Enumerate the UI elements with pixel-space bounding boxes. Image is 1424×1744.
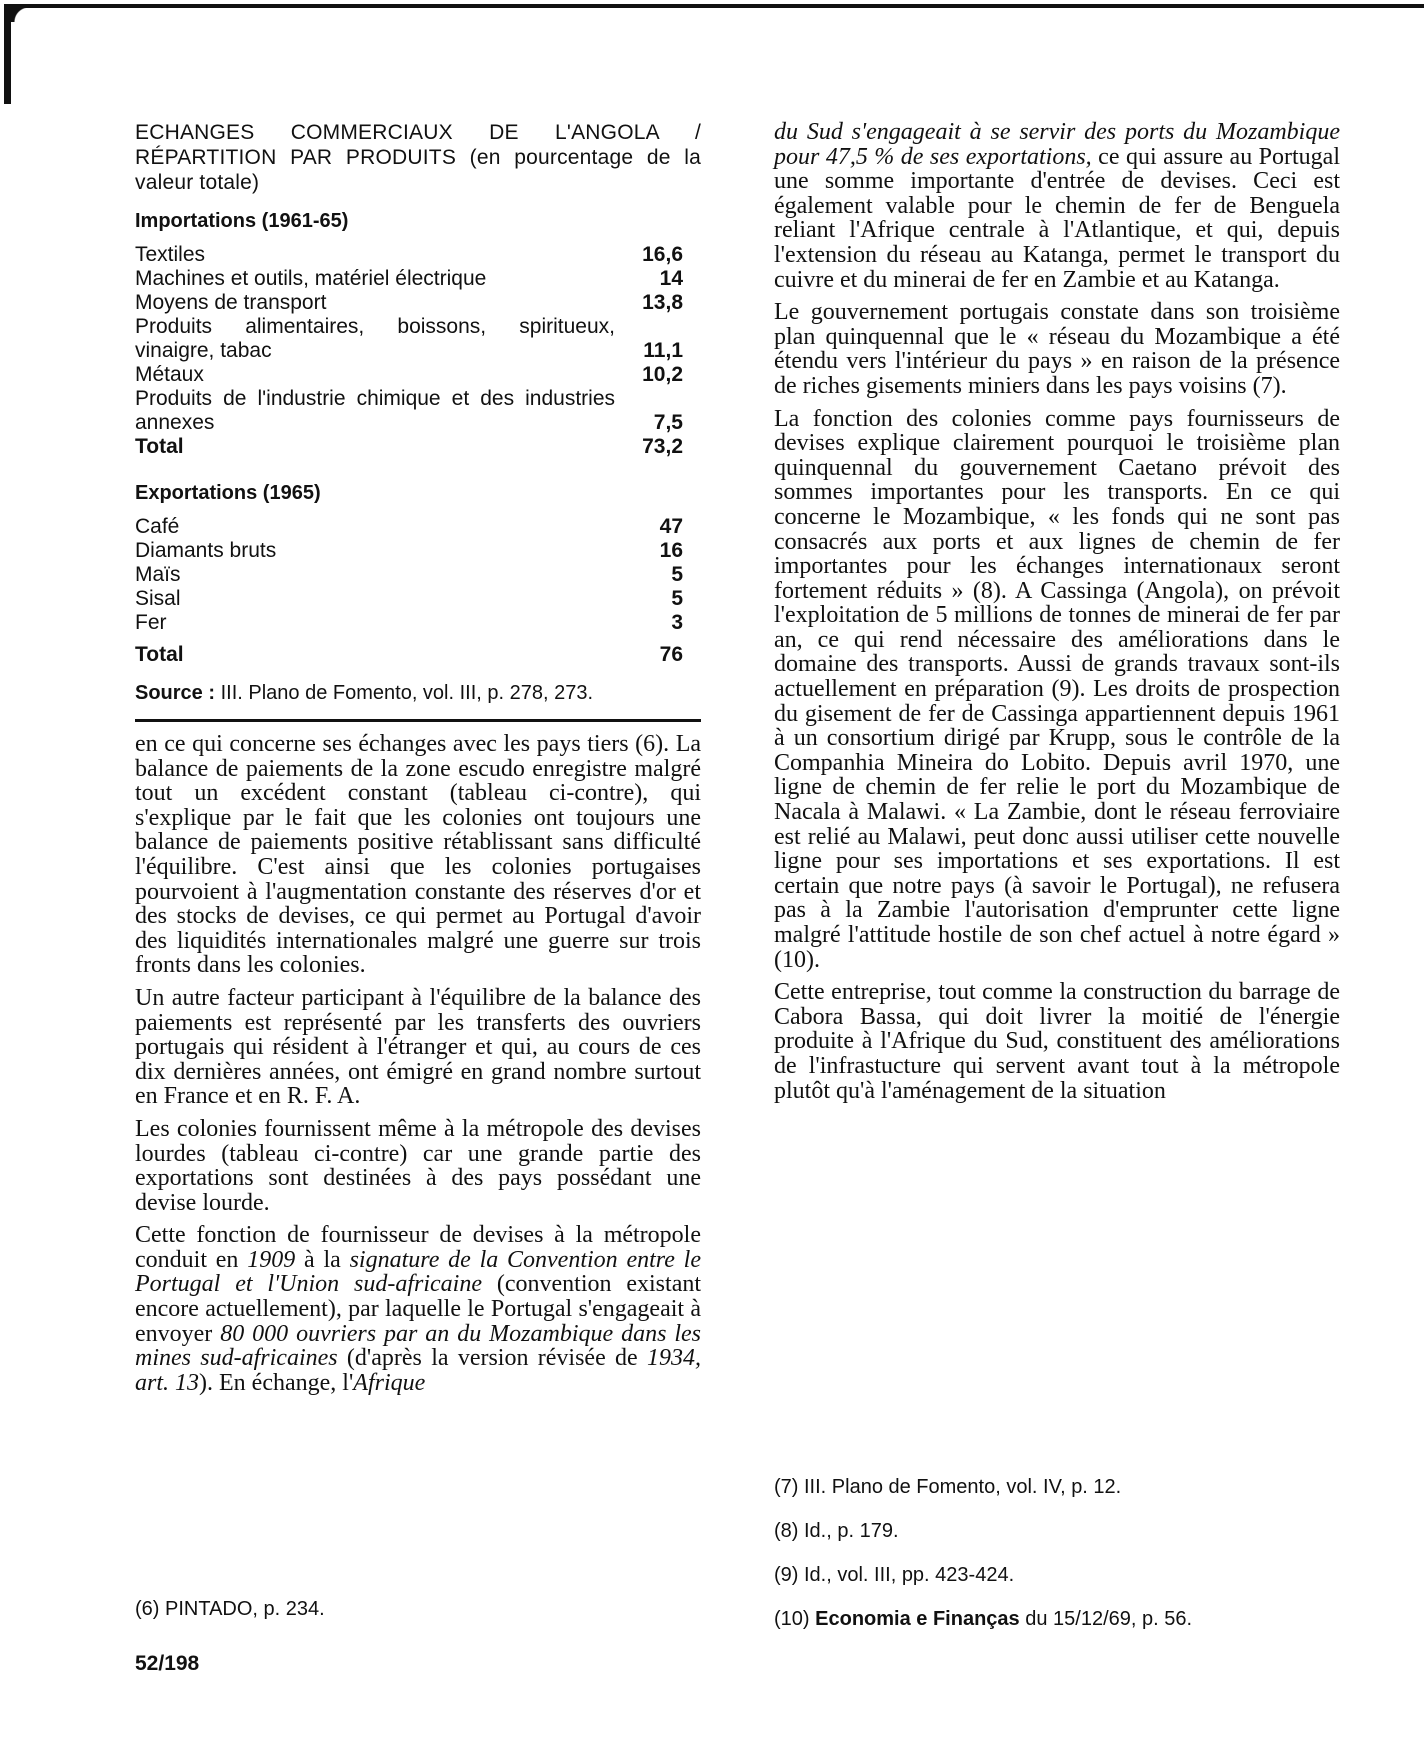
source-text: III. Plano de Fomento, vol. III, p. 278, 273. [220, 682, 594, 704]
footnote-title: Economia e Finanças [815, 1608, 1020, 1630]
total-label: Total [135, 435, 184, 458]
italic-run: signature de la Convention entre le Portugal et l'Union sud-africaine [135, 1246, 701, 1298]
footnote-text: du 15/12/69, p. 56. [1025, 1608, 1193, 1630]
row-value: 5 [671, 563, 683, 586]
table-row [135, 267, 701, 291]
table-row [135, 363, 701, 387]
table-title-line1: ECHANGES COMMERCIAUX DE L'ANGOLA / [135, 121, 701, 144]
table-row [135, 587, 701, 611]
footnotes-right [774, 1475, 1192, 1651]
footnote-10 [774, 1607, 1192, 1631]
row-label: Diamants bruts [135, 539, 277, 562]
section-divider [135, 719, 701, 722]
row-label: Métaux [135, 363, 204, 386]
table-row [135, 291, 701, 315]
italic-run: du Sud s'engageait à se servir des ports du Mozambique pour 47,5 % de ses exportations, [774, 119, 1340, 170]
text-run: à la [295, 1246, 350, 1273]
row-label: Machines et outils, matériel électrique [135, 267, 487, 290]
text-run: ). En échange, l' [199, 1369, 354, 1396]
total-value: 76 [659, 643, 683, 666]
imports-heading: Importations (1961-65) [135, 210, 349, 232]
row-value: 16 [659, 539, 683, 562]
table-row [135, 539, 701, 563]
trade-table [135, 120, 701, 705]
paragraph: Les colonies fournissent même à la métropole des devises lourdes (tableau ci-contre) car une grande partie des exportations sont destinées à des pays possédant une devise lourde. [135, 1115, 701, 1216]
table-row [135, 611, 701, 635]
source-label: Source : [135, 682, 216, 704]
footnote-8: (8) Id., p. 179. [774, 1520, 899, 1542]
row-value: 16,6 [642, 243, 683, 266]
table-title-rest: RÉPARTITION PAR PRODUITS (en pourcentage de la valeur totale) [135, 146, 701, 194]
footnote-7: (7) III. Plano de Fomento, vol. IV, p. 12. [774, 1476, 1122, 1498]
paragraph [135, 1223, 701, 1395]
left-column [135, 120, 701, 1403]
page-number: 52/198 [135, 1652, 200, 1675]
total-label: Total [135, 643, 184, 666]
left-body [135, 732, 701, 1395]
text-run: (convention existant encore actuellement), par laquelle le Portugal s'engageait à envoyer [135, 1271, 702, 1347]
exports-total-row [135, 643, 701, 667]
italic-run: 1909 [247, 1246, 296, 1273]
row-label: Produits alimentaires, boissons, spiritueux, vinaigre, tabac [135, 315, 615, 362]
footnote-6: (6) PINTADO, p. 234. [135, 1598, 325, 1620]
table-row [135, 315, 701, 363]
italic-run: 1934, art. 13 [135, 1345, 701, 1396]
paragraph [774, 120, 1340, 292]
imports-total-row [135, 435, 701, 459]
row-label: Fer [135, 611, 167, 634]
row-label: Textiles [135, 243, 206, 266]
row-value: 13,8 [642, 291, 683, 314]
row-value: 3 [671, 611, 683, 634]
text-run: (d'après la version révisée de [337, 1345, 647, 1372]
footnote-number: (10) [774, 1608, 810, 1630]
row-value: 5 [671, 587, 683, 610]
page-border-top [4, 4, 1424, 8]
row-value: 10,2 [642, 363, 683, 386]
row-label: Sisal [135, 587, 181, 610]
row-label: Moyens de transport [135, 291, 327, 314]
table-row [135, 515, 701, 539]
imports-rows [135, 243, 701, 459]
row-value: 7,5 [653, 411, 683, 434]
footnote-9: (9) Id., vol. III, pp. 423-424. [774, 1564, 1015, 1586]
page-border-left [4, 4, 11, 104]
paragraph: Le gouvernement portugais constate dans son troisième plan quinquennal que le « réseau du Mozambique a été étendu vers l'intérieur du pays » en raison de la présence de riches gisements miniers dans les pays voisins (7). [774, 299, 1340, 399]
right-column [774, 120, 1340, 1111]
exports-heading: Exportations (1965) [135, 482, 321, 504]
text-run: Cette fonction de fournisseur de devises à la métropole conduit en [135, 1222, 701, 1273]
italic-run: 80 000 ouvriers par an du Mozambique dans les mines sud-africaines [135, 1320, 701, 1372]
row-label: Maïs [135, 563, 181, 586]
text-run: ce qui assure au Portugal une somme importante d'entrée de devises. Ceci est également valable pour le chemin de fer de Benguela reliant l'Afrique centrale à l'Atlantique, et qui, depuis l'extension du réseau au Katanga, permet le transport du cuivre et du minerai de fer en Zambie et au Katanga. [774, 143, 1340, 293]
row-value: 14 [659, 267, 683, 290]
italic-run: Afrique [353, 1369, 426, 1396]
table-source [135, 681, 701, 705]
total-value: 73,2 [642, 435, 683, 458]
row-label: Café [135, 515, 180, 538]
table-row [135, 387, 701, 435]
row-value: 47 [659, 515, 683, 538]
table-title [135, 120, 701, 195]
paragraph: en ce qui concerne ses échanges avec les pays tiers (6). La balance de paiements de la zone escudo enregistre malgré tout un excédent constant (tableau ci-contre), qui s'explique par le fait que les colonies ont toujours une balance de paiements positive rétablissant sans difficulté l'équilibre. C'est ainsi que les colonies portugaises pourvoient à l'augmentation constante des réserves d'or et des stocks de devises, ce qui permet au Portugal d'avoir des liquidités internationales malgré une guerre sur trois fronts dans les colonies. [135, 731, 701, 979]
paragraph: Cette entreprise, tout comme la construction du barrage de Cabora Bassa, qui doit livrer la moitié de l'énergie produite à l'Afrique du Sud, constituent des améliorations de l'infrastucture qui servent avant tout à la métropole plutôt qu'à l'aménagement de la situation [774, 979, 1340, 1104]
row-value: 11,1 [643, 339, 683, 362]
row-label: Produits de l'industrie chimique et des industries annexes [135, 387, 615, 434]
paragraph: Un autre facteur participant à l'équilibre de la balance des paiements est représenté par les transferts des ouvriers portugais qui résident à l'étranger et qui, au cours de ces dix dernières années, ont émigré en grand nombre surtout en France et en R. F. A. [135, 984, 701, 1110]
table-row [135, 243, 701, 267]
paragraph: La fonction des colonies comme pays fournisseurs de devises explique clairement pourquoi le troisième plan quinquennal du gouvernement Caetano prévoit des sommes importantes pour les transports. En ce qui concerne le Mozambique, « les fonds qui ne sont pas consacrés aux ports et aux lignes de chemin de fer importantes pour les échanges internationaux seront fortement réduits » (8). A Cassinga (Angola), on prévoit l'exploitation de 5 millions de tonnes de minerai de fer par an, ce qui rend nécessaire des améliorations dans le domaine des transports. Aussi de grands travaux sont-ils actuellement en préparation (9). Les droits de prospection du gisement de fer de Cassinga appartiennent depuis 1961 à un consortium dirigé par Krupp, sous le contrôle de la Companhia Mineira do Lobito. Depuis avril 1970, une ligne de chemin de fer relie le port du Mozambique de Nacala à Malawi. « La Zambie, dont le réseau ferroviaire est relié au Malawi, peut donc aussi utiliser cette nouvelle ligne pour ses importations et ses exportations. Il est certain que notre pays (à savoir le Portugal), ne refusera pas à la Zambie l'autorisation d'emprunter cette ligne malgré l'attitude hostile de son chef actuel à notre égard » (10). [774, 405, 1340, 973]
exports-rows [135, 515, 701, 667]
table-row [135, 563, 701, 587]
